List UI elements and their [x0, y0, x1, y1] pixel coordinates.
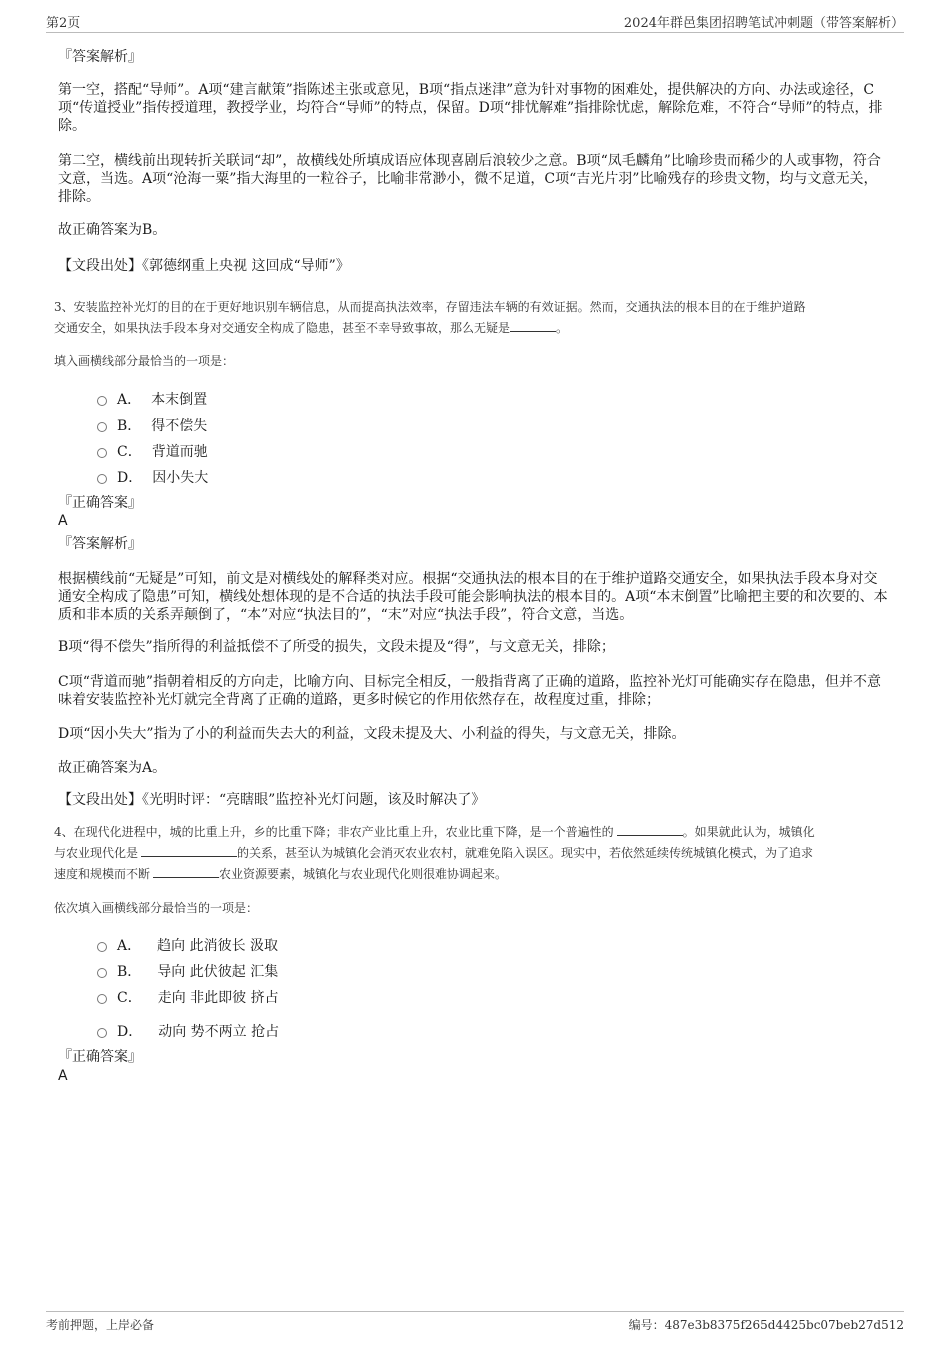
option-b[interactable]: B． 得不偿失 [97, 415, 207, 435]
analysis-paragraph: 根据横线前“无疑是”可知，前文是对横线处的解释类对应。根据“交通执法的根本目的在于维护道路交通安全，如果执法手段本身对交通安全构成了隐患”可知，横线处想体现的是不合适的执法手段可能会影响执法的根本目的。A项“本末倒置”比喻把主要的和次要的、本质和非本质的关系弄颠倒了，“本”对应“执法目的”，“末”对应“执法手段”，符合文意，当选。 [58, 571, 888, 623]
answer-label: 『正确答案』 [58, 495, 142, 511]
fill-blank [141, 844, 237, 857]
fill-blank [153, 865, 219, 878]
page-number: 第2页 [46, 16, 81, 31]
radio-icon[interactable] [97, 994, 107, 1004]
radio-icon[interactable] [97, 968, 107, 978]
text-source: 【文段出处】《光明时评：“亮瞎眼”监控补光灯问题，该及时解决了》 [58, 792, 486, 808]
answer-label: 『正确答案』 [58, 1049, 142, 1065]
correct-answer: A [58, 1068, 68, 1084]
radio-icon[interactable] [97, 1028, 107, 1038]
option-c[interactable]: C． 背道而驰 [97, 441, 208, 461]
fill-blank [617, 823, 683, 836]
page-footer [46, 1311, 904, 1336]
option-d[interactable]: D． 动向 势不两立 抢占 [97, 1021, 279, 1041]
correct-answer: A [58, 513, 68, 529]
footer-slogan: 考前押题，上岸必备 [46, 1318, 155, 1332]
document-id: 编号：487e3b8375f265d4425bc07beb27d512 [628, 1318, 904, 1332]
analysis-conclusion: 故正确答案为B。 [58, 222, 167, 238]
question-prompt: 填入画横线部分最恰当的一项是： [54, 354, 235, 368]
radio-icon[interactable] [97, 448, 107, 458]
document-title: 2024年群邑集团招聘笔试冲刺题（带答案解析） [623, 16, 904, 31]
text-source: 【文段出处】《郭德纲重上央视 这回成“导师”》 [58, 258, 350, 274]
analysis-conclusion: 故正确答案为A。 [58, 760, 167, 776]
page-header [46, 12, 904, 33]
option-a[interactable]: A． 本末倒置 [97, 389, 207, 409]
radio-icon[interactable] [97, 396, 107, 406]
option-a[interactable]: A． 趋向 此消彼长 汲取 [97, 935, 278, 955]
analysis-paragraph: 第二空，横线前出现转折关联词“却”，故横线处所填成语应体现喜剧后浪较少之意。B项“凤毛麟角”比喻珍贵而稀少的人或事物，符合文意，当选。A项“沧海一粟”指大海里的一粒谷子，比喻非常渺小，微不足道，C项“吉光片羽”比喻残存的珍贵文物，均与文意无关，排除。 [58, 153, 881, 205]
analysis-paragraph: 第一空，搭配“导师”。A项“建言献策”指陈述主张或意见，B项“指点迷津”意为针对事物的困难处，提供解决的方向、办法或途径，C项“传道授业”指传授道理，教授学业，均符合“导师”的特点，保留。D项“排忧解难”指排除忧虑，解除危难，不符合“导师”的特点，排除。 [58, 82, 883, 134]
option-d[interactable]: D． 因小失大 [97, 467, 208, 487]
analysis-paragraph: D项“因小失大”指为了小的利益而失去大的利益，文段未提及大、小利益的得失，与文意无关，排除。 [58, 726, 686, 742]
radio-icon[interactable] [97, 942, 107, 952]
question-stem: 3、安装监控补光灯的目的在于更好地识别车辆信息，从而提高执法效率，存留违法车辆的有效证据。然而，交通执法的根本目的在于维护道路 交通安全，如果执法手段本身对交通安全构成了隐患，甚至不幸导致事故，那么无疑是 。 [54, 300, 806, 335]
option-b[interactable]: B． 导向 此伏彼起 汇集 [97, 961, 278, 981]
analysis-label: 『答案解析』 [58, 536, 142, 552]
radio-icon[interactable] [97, 422, 107, 432]
radio-icon[interactable] [97, 474, 107, 484]
option-c[interactable]: C． 走向 非此即彼 挤占 [97, 987, 279, 1007]
question-stem: 4、在现代化进程中，城的比重上升，乡的比重下降；非农产业比重上升，农业比重下降，是一个普遍性的 。如果就此认为，城镇化 与农业现代化是 的关系，甚至认为城镇化会消灭农业农村，就难免陷入误区。现实中，若依然延续传统城镇化模式，为了追求 速度和规模而不断 农业资源要素，城镇化与农业现代化则很难协调起来。 [54, 825, 815, 881]
analysis-label: 『答案解析』 [58, 49, 142, 65]
analysis-paragraph: B项“得不偿失”指所得的利益抵偿不了所受的损失，文段未提及“得”，与文意无关，排除； [58, 639, 615, 655]
analysis-paragraph: C项“背道而驰”指朝着相反的方向走，比喻方向、目标完全相反，一般指背离了正确的道路，监控补光灯可能确实存在隐患，但并不意味着安装监控补光灯就完全背离了正确的道路，更多时候它的作用依然存在，故程度过重，排除； [58, 674, 882, 708]
question-prompt: 依次填入画横线部分最恰当的一项是： [54, 901, 259, 915]
fill-blank [510, 319, 556, 332]
